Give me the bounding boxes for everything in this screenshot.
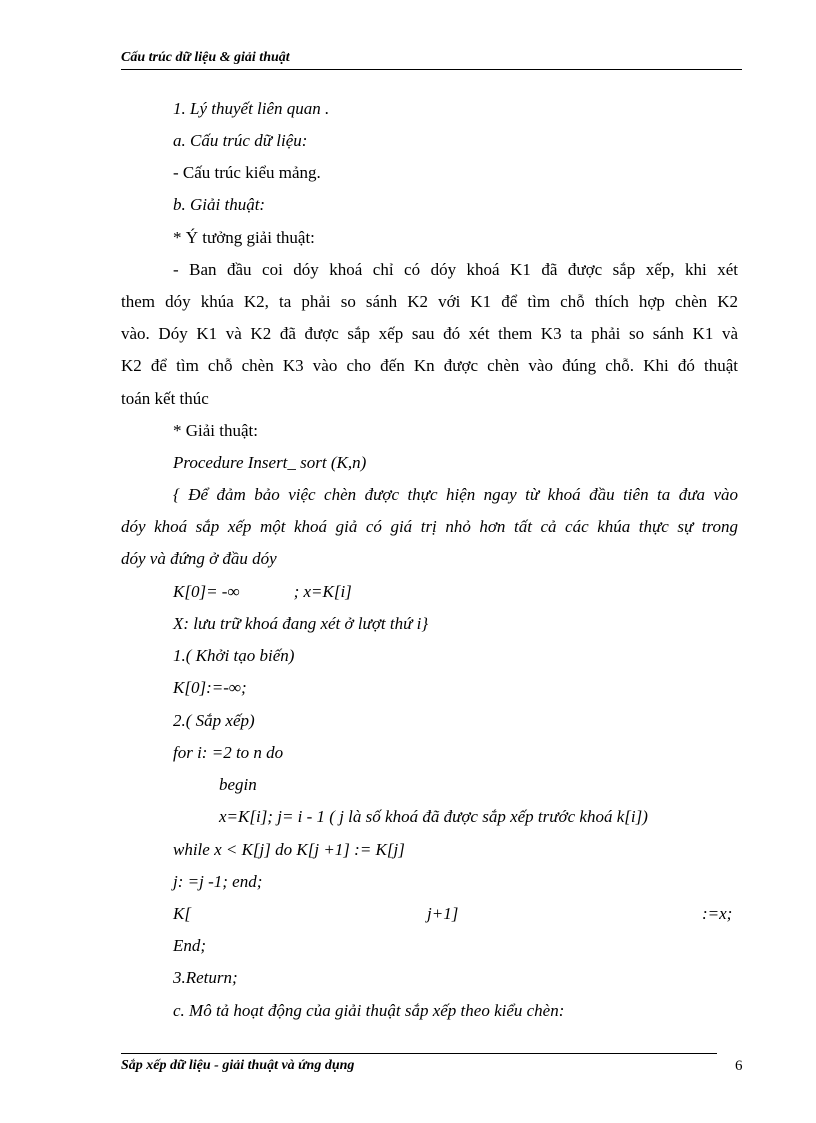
- paragraph-line: K2 để tìm chỗ chèn K3 vào cho đến Kn được chèn vào đúng chỗ. Khi đó thuật: [121, 356, 738, 375]
- code-line: j: =j -1; end;: [173, 872, 263, 891]
- body-line: * Giải thuật:: [173, 421, 258, 440]
- code-line: [173, 678, 247, 698]
- paragraph-line: toán kết thúc: [121, 389, 209, 408]
- paragraph-line: them dóy khúa K2, ta phải so sánh K2 với K1 để tìm chỗ thích hợp chèn K2: [121, 292, 738, 311]
- code-text: K[0]:=-: [173, 678, 229, 697]
- subsection-heading: c. Mô tả hoạt động của giải thuật sắp xếp theo kiểu chèn:: [173, 1001, 565, 1020]
- code-text: K[: [173, 904, 191, 923]
- infinity-symbol: ∞: [228, 678, 241, 697]
- code-line: Procedure Insert_ sort (K,n): [173, 453, 367, 472]
- body-line: - Cấu trúc kiểu mảng.: [173, 163, 321, 182]
- subsection-heading: a. Cấu trúc dữ liệu:: [173, 131, 308, 150]
- code-line: begin: [219, 775, 257, 794]
- running-footer: Sắp xếp dữ liệu - giải thuật và ứng dụng: [121, 1058, 355, 1073]
- comment-line: dóy và đứng ở đầu dóy: [121, 549, 277, 568]
- code-text: :=x;: [702, 904, 733, 923]
- code-text: ;: [241, 678, 247, 697]
- comment-line: { Để đảm bảo việc chèn được thực hiện ngay từ khoá đầu tiên ta đưa vào: [173, 485, 738, 504]
- code-line: 2.( Sắp xếp): [173, 711, 255, 730]
- code-line: [173, 582, 352, 602]
- comment-line: dóy khoá sắp xếp một khoá giả có giá trị nhỏ hơn tất cả các khúa thực sự trong: [121, 517, 738, 536]
- code-text: j+1]: [427, 904, 459, 923]
- code-line: End;: [173, 936, 207, 955]
- subsection-heading: b. Giải thuật:: [173, 195, 266, 214]
- footer-rule: [121, 1053, 717, 1054]
- code-line: 3.Return;: [173, 968, 238, 987]
- code-line: for i: =2 to n do: [173, 743, 284, 762]
- paragraph-line: vào. Dóy K1 và K2 đã được sắp xếp sau đó xét them K3 ta phải so sánh K1 và: [121, 324, 738, 343]
- running-header: Cấu trúc dữ liệu & giải thuật: [121, 50, 290, 65]
- paragraph-line: - Ban đầu coi dóy khoá chỉ có dóy khoá K1 đã được sắp xếp, khi xét: [173, 260, 738, 279]
- infinity-symbol: ∞: [227, 582, 240, 601]
- comment-line: X: lưu trữ khoá đang xét ở lượt thứ i}: [173, 614, 429, 633]
- code-text: ; x=K[i]: [293, 582, 352, 601]
- code-line: while x < K[j] do K[j +1] := K[j]: [173, 840, 405, 859]
- page-number: 6: [735, 1058, 743, 1074]
- code-text: K[0]= -: [173, 582, 228, 601]
- header-rule: [121, 69, 742, 70]
- code-line: 1.( Khởi tạo biến): [173, 646, 295, 665]
- body-line: * Ý tưởng giải thuật:: [173, 228, 315, 247]
- section-heading: 1. Lý thuyết liên quan .: [173, 99, 330, 118]
- code-line: x=K[i]; j= i - 1 ( j là số khoá đã được sắp xếp trước khoá k[i]): [219, 807, 648, 826]
